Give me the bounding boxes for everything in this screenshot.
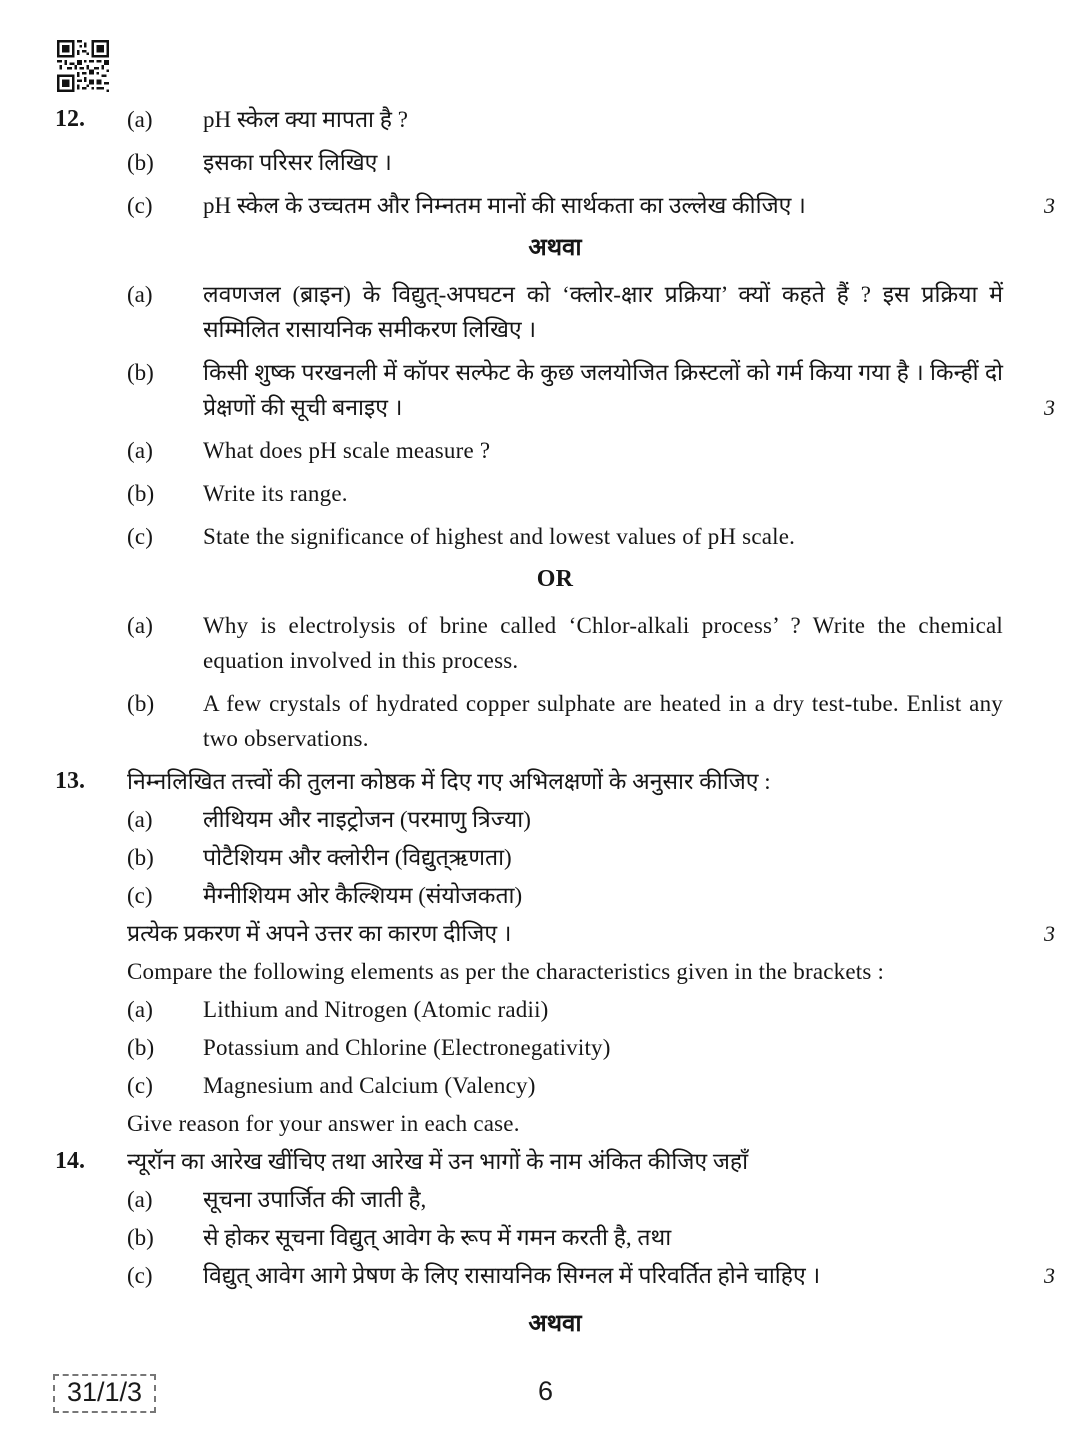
part-label: (c) [127,883,153,908]
part-text: Write its range. [203,481,348,506]
part-label: (b) [127,1035,155,1060]
q12-english-or-part-a [55,608,1055,678]
or-divider-hindi-2: अथवा [528,1311,582,1337]
or-divider-hindi: अथवा [528,235,582,261]
closing-text: प्रत्येक प्रकरण में अपने उत्तर का कारण दीजिए । [127,921,512,946]
part-label: (c) [127,524,154,549]
paper-code-badge: 31/1/3 [53,1374,156,1413]
q13-hindi-closing [55,916,1055,951]
q12-hindi-part-b [55,145,1055,180]
qr-code-image [57,40,109,92]
q12-hindi-or-part-a [55,277,1055,347]
stem-text: Compare the following elements as per the characteristics given in the brackets : [127,959,885,984]
q12-hindi-part-a [55,102,1055,137]
part-label: (b) [127,360,154,385]
marks-value: 3 [1044,1263,1055,1288]
q13-english-part-c [55,1068,1055,1103]
part-text: pH स्केल के उच्चतम और निम्नतम मानों की सार्थकता का उल्लेख कीजिए । [203,193,806,218]
part-text: किसी शुष्क परखनली में कॉपर सल्फेट के कुछ जलयोजित क्रिस्टलों को गर्म किया गया है । किन्हीं दो प्रेक्षणों की सूची बनाइए । [203,360,1003,420]
q12-english-part-a [55,433,1055,468]
marks-value: 3 [1044,395,1055,420]
q12-english-part-b [55,476,1055,511]
part-text: विद्युत् आवेग आगे प्रेषण के लिए रासायनिक सिग्नल में परिवर्तित होने चाहिए । [203,1263,821,1288]
q13-hindi-part-c [55,878,1055,913]
q13-english-closing [55,1106,1055,1141]
q12-english-or-part-b [55,686,1055,756]
part-text: मैग्नीशियम ओर कैल्शियम (संयोजकता) [203,883,523,908]
q13-english-stem [55,954,1055,989]
part-text: Lithium and Nitrogen (Atomic radii) [203,997,549,1022]
question-number: 13. [55,768,85,794]
part-text: से होकर सूचना विद्युत् आवेग के रूप में गमन करती है, तथा [203,1225,672,1250]
q13-english-part-b [55,1030,1055,1065]
part-label: (b) [127,845,154,870]
marks-value: 3 [1044,193,1055,218]
question-number: 14. [55,1148,85,1174]
stem-text: न्यूरॉन का आरेख खींचिए तथा आरेख में उन भागों के नाम अंकित कीजिए जहाँ [127,1149,749,1174]
q14-hindi-part-a [55,1182,1055,1217]
part-label: (a) [127,107,153,132]
part-text: Magnesium and Calcium (Valency) [203,1073,536,1098]
part-text: What does pH scale measure ? [203,438,491,463]
or-divider-english: OR [536,566,574,592]
part-text: सूचना उपार्जित की जाती है, [203,1187,427,1212]
q12-hindi-or-part-b [55,355,1055,425]
part-label: (b) [127,691,155,716]
part-label: (a) [127,613,154,638]
qr-code [57,40,109,98]
q13-hindi-part-b [55,840,1055,875]
part-text: Potassium and Chlorine (Electronegativity) [203,1035,611,1060]
q14-hindi-part-b [55,1220,1055,1255]
part-label: (a) [127,1187,153,1212]
q13-english-part-a [55,992,1055,1027]
part-text: A few crystals of hydrated copper sulphate are heated in a dry test-tube. Enlist any two observations. [203,691,1003,751]
q13-hindi-stem [55,764,1055,799]
part-text: लवणजल (ब्राइन) के विद्युत्-अपघटन को ‘क्लोर-क्षार प्रक्रिया’ क्यों कहते हैं ? इस प्रक्रिया में सम्मिलित रासायनिक समीकरण लिखिए । [203,282,1003,342]
part-label: (a) [127,282,153,307]
part-label: (c) [127,1073,154,1098]
part-text: pH स्केल क्या मापता है ? [203,107,408,132]
part-label: (a) [127,807,153,832]
q12-english-part-c [55,519,1055,554]
question-number: 12. [55,106,85,132]
closing-text: Give reason for your answer in each case. [127,1111,520,1136]
part-label: (c) [127,193,153,218]
q14-hindi-part-c [55,1258,1055,1293]
part-text: State the significance of highest and lowest values of pH scale. [203,524,796,549]
q12-hindi-part-c [55,188,1055,223]
part-label: (c) [127,1263,153,1288]
part-label: (b) [127,481,155,506]
part-text: Why is electrolysis of brine called ‘Chlor-alkali process’ ? Write the chemical equation involved in this process. [203,613,1003,673]
part-text: लीथियम और नाइट्रोजन (परमाणु त्रिज्या) [203,807,531,832]
part-text: इसका परिसर लिखिए । [203,150,392,175]
marks-value: 3 [1044,921,1055,946]
part-label: (a) [127,997,154,1022]
part-label: (b) [127,150,154,175]
part-text: पोटैशियम और क्लोरीन (विद्युत्ऋणता) [203,845,512,870]
stem-text: निम्नलिखित तत्त्वों की तुलना कोष्ठक में दिए गए अभिलक्षणों के अनुसार कीजिए : [127,769,771,794]
part-label: (a) [127,438,154,463]
q13-hindi-part-a [55,802,1055,837]
q14-hindi-stem [55,1144,1055,1179]
part-label: (b) [127,1225,154,1250]
page-number: 6 [537,1376,554,1406]
